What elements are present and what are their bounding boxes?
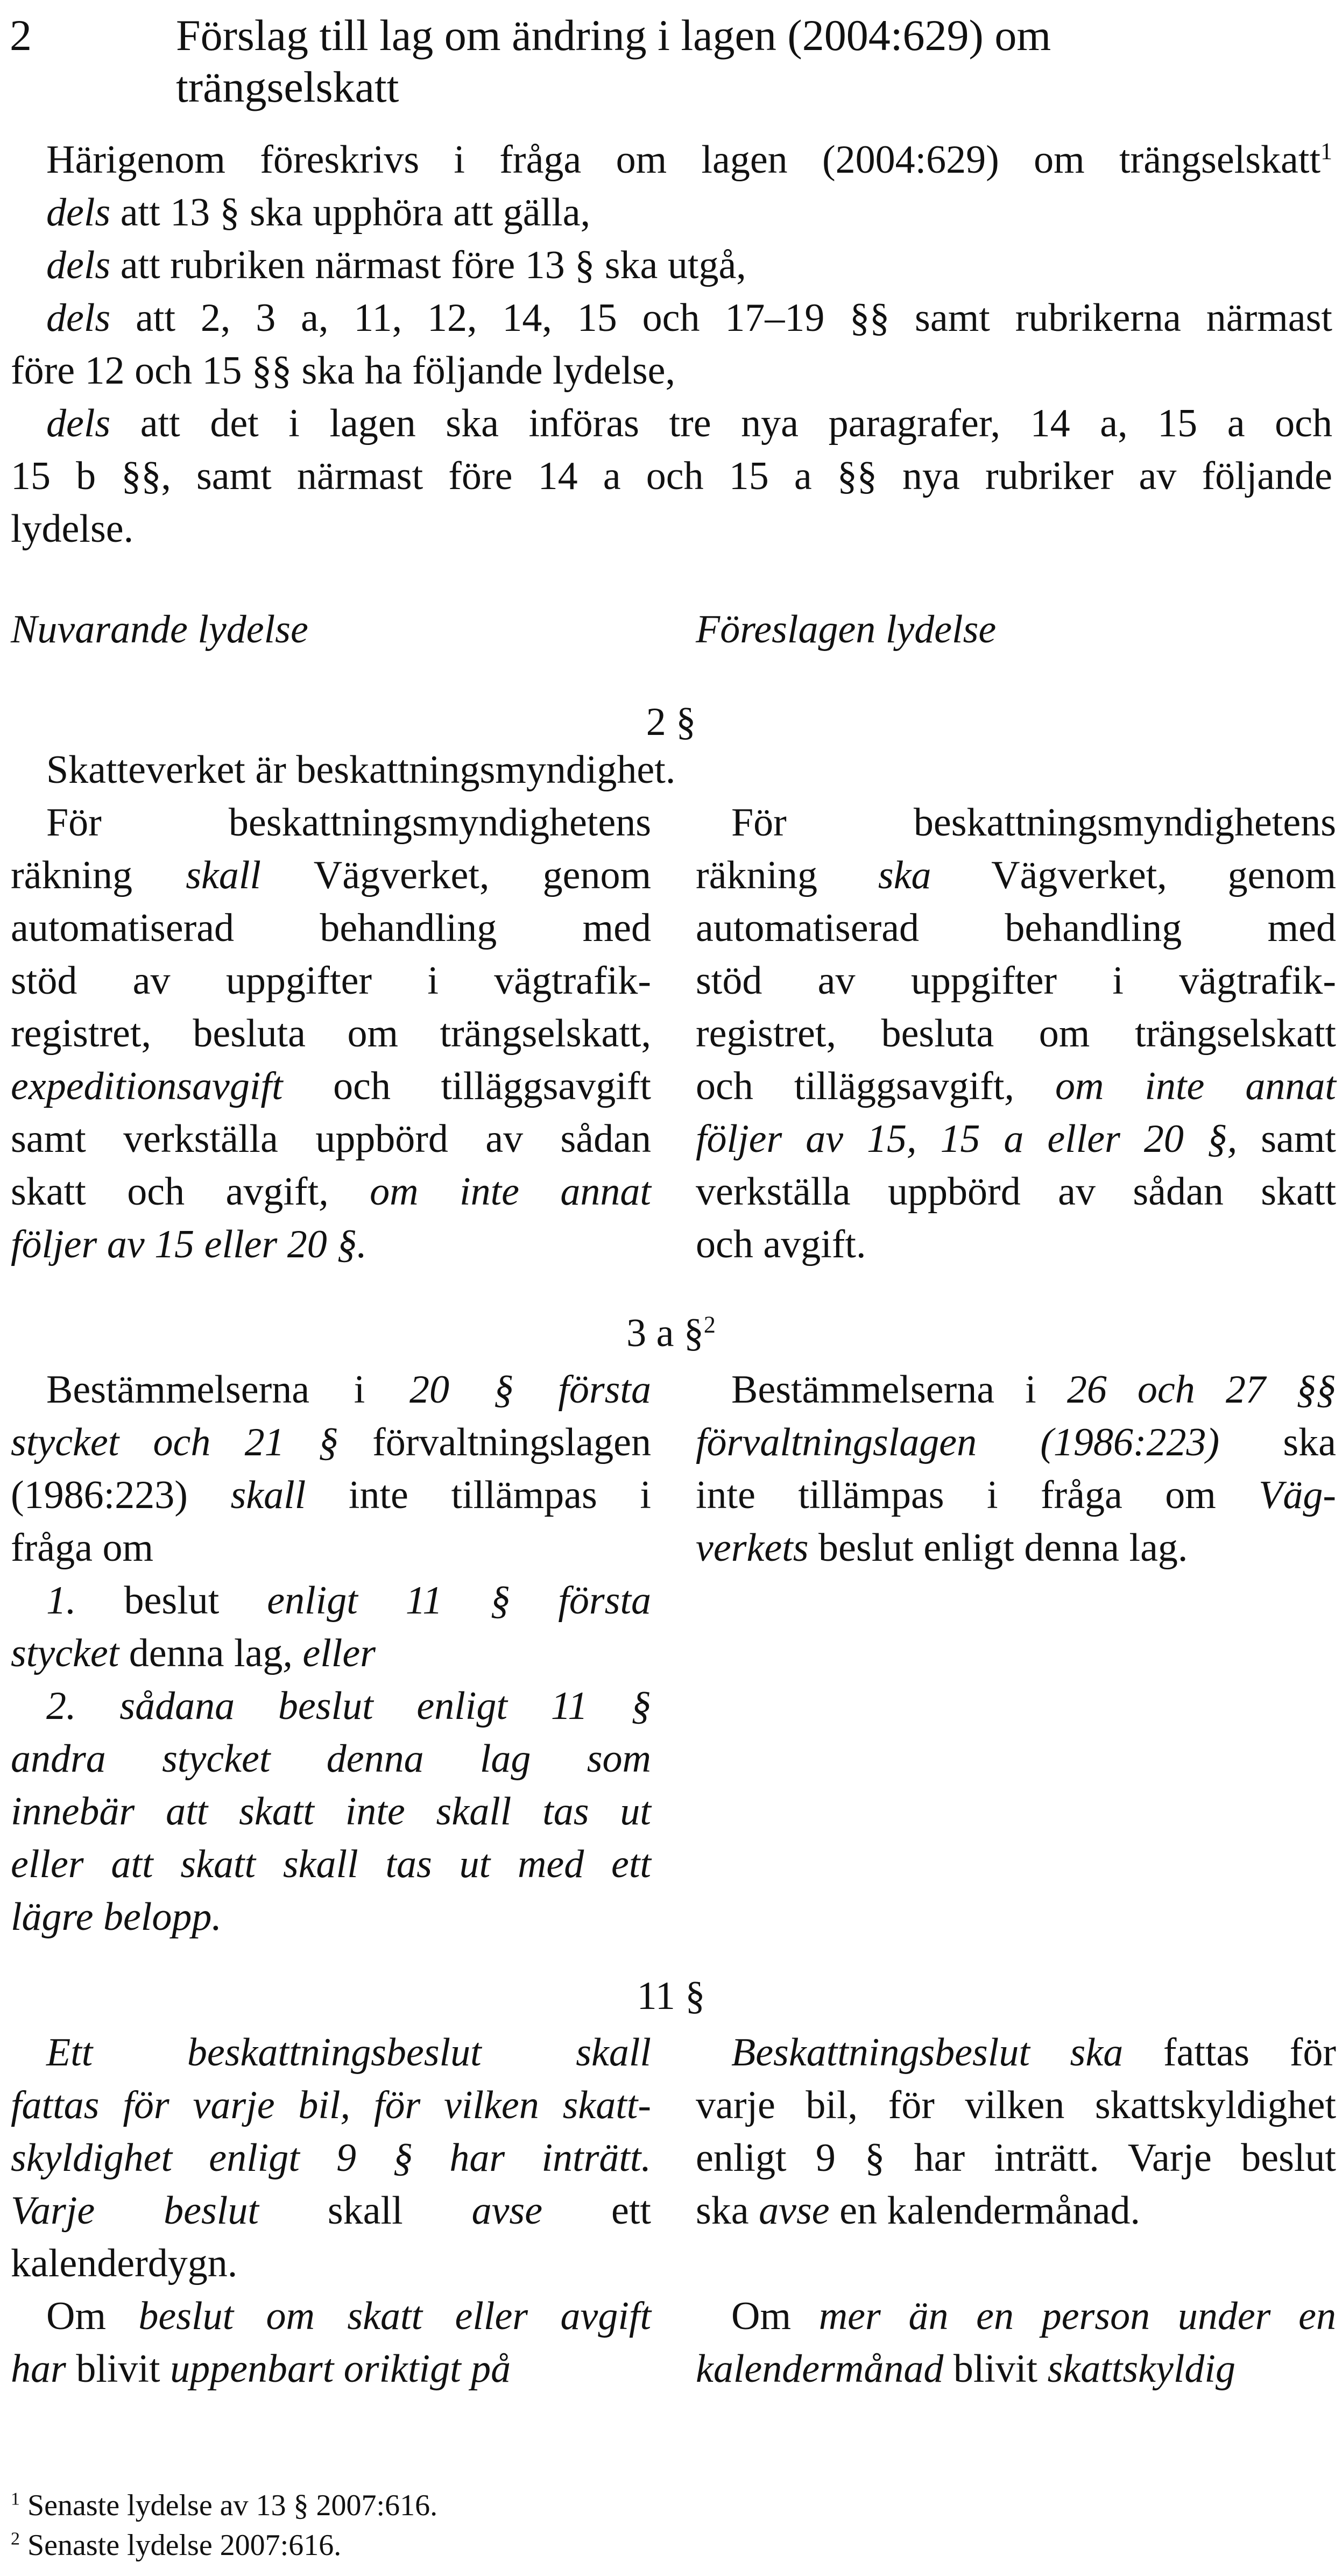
italic-text: avse — [748, 2189, 840, 2233]
intro-text: Härigenom föreskrivs i fråga om lagen (2004:629) om trängselskatt — [46, 138, 1320, 182]
italic-text: följer av 15, 15 a eller 20 §, — [696, 1117, 1238, 1161]
proposal-title — [176, 10, 1252, 113]
italic-text: expeditionsavgift — [11, 1064, 283, 1108]
footnote-mark: 2 — [11, 2529, 20, 2549]
intro-line-3 — [46, 239, 1332, 292]
italic-text: förvaltningslagen (1986:223) — [696, 1420, 1283, 1464]
plain-text: kalenderdygn. — [11, 2241, 238, 2285]
section-number: 2 — [10, 11, 32, 60]
intro-line-7: 15 b §§, samt närmast före 14 a och 15 a §§ nya rubriker av följande — [11, 454, 1332, 498]
italic-text: mer än en person under en — [818, 2294, 1337, 2338]
italic-text: skall — [186, 853, 261, 897]
plain-text: stöd av uppgifter i vägtrafik- — [696, 959, 1336, 1003]
plain-text: automatiserad behandling med — [11, 906, 651, 950]
footnote-mark: 1 — [11, 2489, 20, 2509]
plain-text: skatt och avgift — [11, 1170, 319, 1214]
text-line — [11, 1732, 651, 1785]
footnote-text: Senaste lydelse 2007:616. — [20, 2529, 342, 2562]
dels-word: dels — [46, 296, 111, 340]
text-line — [11, 1469, 651, 1521]
plain-text: Bestämmelserna i — [731, 1368, 1067, 1412]
text-line — [696, 902, 1336, 954]
intro-line-4 — [46, 292, 1332, 344]
text-line — [11, 1627, 651, 1680]
section-11-title: 11 § — [637, 1974, 705, 2018]
plain-text: och avgift. — [696, 1222, 866, 1266]
italic-text: uppenbart oriktigt på — [170, 2347, 511, 2391]
text-line — [11, 2290, 651, 2343]
plain-text: skall — [327, 2189, 403, 2233]
plain-text: varje bil, för vilken skattskyldighet — [696, 2083, 1336, 2127]
dels-word: dels — [46, 190, 111, 235]
section-2-current — [11, 796, 651, 1271]
plain-text: ska — [696, 2189, 749, 2233]
intro-text: att 13 § ska upphöra att gälla, — [110, 190, 591, 235]
text-line — [11, 954, 651, 1007]
section-11-current — [11, 2026, 651, 2395]
intro-line-1 — [46, 133, 1332, 186]
plain-text: fattas för — [1123, 2030, 1336, 2075]
text-line — [696, 954, 1336, 1007]
text-line — [696, 1165, 1336, 1218]
text-line — [11, 1007, 651, 1060]
italic-text: fattas för varje bil, för vilken skatt- — [11, 2083, 651, 2127]
plain-text: beslut enligt denna lag. — [808, 1526, 1188, 1570]
plain-text: fråga om — [11, 1526, 154, 1570]
text-line — [11, 1574, 651, 1627]
italic-text: följer av 15 eller 20 §. — [11, 1222, 367, 1266]
italic-text: , eller — [282, 1631, 376, 1675]
column-header-proposed: Föreslagen lydelse — [696, 607, 997, 652]
italic-text: skattskyldig — [1047, 2347, 1235, 2391]
text-line — [696, 2079, 1336, 2132]
text-line — [11, 1521, 651, 1574]
italic-text: beslut om skatt eller avgift — [138, 2294, 652, 2338]
section-11-proposed — [696, 2026, 1336, 2395]
plain-text: förvaltningslagen — [338, 1420, 651, 1464]
italic-text: 20 § första — [409, 1368, 651, 1412]
text-line — [696, 2237, 1336, 2290]
footnote-1 — [11, 2486, 764, 2525]
plain-text: verkställa uppbörd av sådan skatt — [696, 1170, 1336, 1214]
plain-text: denna lag — [119, 1631, 283, 1675]
plain-text: inte tillämpas i fråga om — [696, 1473, 1259, 1517]
plain-text: samt verkställa uppbörd av sådan — [11, 1117, 651, 1161]
plain-text: För beskattningsmyndighetens — [46, 801, 651, 845]
title-line-1: Förslag till lag om ändring i lagen (2004:629) om — [176, 11, 1051, 60]
text-line — [696, 1416, 1336, 1469]
plain-text: blivit — [943, 2347, 1048, 2391]
text-line — [696, 1060, 1336, 1113]
text-line — [696, 2132, 1336, 2184]
text-line — [11, 1785, 651, 1838]
section-3a-current — [11, 1363, 651, 1943]
italic-text: skall — [230, 1473, 306, 1517]
text-line — [11, 1680, 651, 1732]
text-line — [696, 1007, 1336, 1060]
text-line — [11, 1416, 651, 1469]
column-header-current: Nuvarande lydelse — [11, 607, 308, 652]
section-3a-proposed — [696, 1363, 1336, 1574]
text-line — [11, 902, 651, 954]
text-line — [696, 1469, 1336, 1521]
intro-text: att rubriken närmast före 13 § ska utgå, — [110, 243, 746, 287]
italic-text: 2. sådana beslut enligt 11 § — [46, 1684, 651, 1728]
intro-line-6 — [46, 397, 1332, 450]
plain-text: registret, besluta om trängselskatt — [696, 1011, 1336, 1056]
plain-text: räkning — [696, 853, 878, 897]
italic-text: skyldighet enligt 9 § har inträtt. — [11, 2136, 651, 2180]
text-line — [696, 2026, 1336, 2079]
text-line — [696, 2290, 1336, 2343]
section-2-title: 2 § — [646, 700, 696, 744]
plain-text: (1986:223) — [11, 1473, 231, 1517]
italic-text: , om inte annat — [319, 1170, 651, 1214]
plain-text: Vägverket, genom — [260, 853, 652, 897]
text-line — [696, 849, 1336, 902]
dels-word: dels — [46, 401, 111, 445]
plain-text: Bestämmelserna i — [46, 1368, 409, 1412]
plain-text: och tilläggsavgift — [696, 1064, 1005, 1108]
footnote-2 — [11, 2525, 764, 2565]
italic-text: andra stycket denna lag som — [11, 1737, 651, 1781]
title-line-2: trängselskatt — [176, 62, 399, 111]
text-line — [11, 849, 651, 902]
text-line — [11, 1363, 651, 1416]
text-line — [11, 1165, 651, 1218]
text-line — [696, 1113, 1336, 1165]
text-line — [11, 2184, 651, 2237]
section-2-shared-text: Skatteverket är beskattningsmyndighet. — [46, 748, 676, 792]
intro-line-5: före 12 och 15 §§ ska ha följande lydelse, — [11, 349, 676, 393]
text-line — [696, 1363, 1336, 1416]
section-2-proposed — [696, 796, 1336, 1271]
plain-text: blivit — [66, 2347, 171, 2391]
footnote-ref-2: 2 — [703, 1311, 716, 1338]
intro-paragraph — [11, 133, 1332, 555]
plain-text: och tilläggsavgift — [282, 1064, 651, 1108]
section-3a-label: 3 a § — [626, 1311, 704, 1355]
italic-text: 1. — [46, 1579, 76, 1623]
italic-text: ska — [878, 853, 931, 897]
plain-text: räkning — [11, 853, 186, 897]
plain-text: enligt 9 § har inträtt. Varje beslut — [696, 2136, 1336, 2180]
text-line — [11, 2132, 651, 2184]
plain-text: stöd av uppgifter i vägtrafik- — [11, 959, 651, 1003]
plain-text: Vägverket, genom — [931, 853, 1337, 897]
intro-text: att det i lagen ska införas tre nya paragrafer, 14 a, 15 a och — [110, 401, 1332, 445]
text-line — [11, 1113, 651, 1165]
footnote-ref-1: 1 — [1320, 138, 1332, 165]
italic-text: avse — [402, 2189, 612, 2233]
text-line — [11, 2026, 651, 2079]
text-line — [11, 2237, 651, 2290]
text-line — [696, 1521, 1336, 1574]
text-line — [696, 2343, 1336, 2395]
italic-text: Varje beslut — [11, 2189, 328, 2233]
italic-text: eller att skatt skall tas ut med ett — [11, 1842, 651, 1886]
italic-text: , om inte annat — [1004, 1064, 1336, 1108]
plain-text: För beskattningsmyndighetens — [731, 801, 1336, 845]
italic-text: stycket och 21 § — [11, 1420, 338, 1464]
text-line — [696, 1218, 1336, 1271]
text-line — [696, 796, 1336, 849]
plain-text: ska — [1283, 1420, 1336, 1464]
text-line — [11, 1891, 651, 1943]
plain-text: registret, besluta om trängselskatt, — [11, 1011, 651, 1056]
italic-text: enligt 11 § första — [267, 1579, 652, 1623]
plain-text: ett — [611, 2189, 651, 2233]
text-line — [11, 1060, 651, 1113]
intro-line-2 — [46, 186, 1332, 239]
italic-text: innebär att skatt inte skall tas ut — [11, 1789, 651, 1834]
italic-text: Ett beskattningsbeslut skall — [46, 2030, 651, 2075]
plain-text: Om — [46, 2294, 139, 2338]
plain-text: Om — [731, 2294, 819, 2338]
section-3a-title — [563, 1311, 779, 1356]
text-line — [11, 2079, 651, 2132]
footnote-text: Senaste lydelse av 13 § 2007:616. — [20, 2489, 438, 2522]
plain-text: inte tillämpas i — [306, 1473, 651, 1517]
plain-text: samt — [1237, 1117, 1336, 1161]
text-line — [11, 1838, 651, 1891]
intro-line-8: lydelse. — [11, 507, 134, 551]
dels-word: dels — [46, 243, 111, 287]
intro-text: att 2, 3 a, 11, 12, 14, 15 och 17–19 §§ samt rubrikerna närmast — [110, 296, 1332, 340]
plain-text: automatiserad behandling med — [696, 906, 1336, 950]
italic-text: lägre belopp. — [11, 1895, 222, 1939]
text-line — [11, 796, 651, 849]
italic-text: verkets — [696, 1526, 809, 1570]
italic-text: Väg- — [1259, 1473, 1336, 1517]
text-line — [11, 2343, 651, 2395]
plain-text: en kalendermånad. — [839, 2189, 1140, 2233]
plain-text: beslut — [76, 1579, 267, 1623]
italic-text: 26 och 27 §§ — [1066, 1368, 1336, 1412]
text-line — [11, 1218, 651, 1271]
italic-text: stycket — [11, 1631, 119, 1675]
italic-text: Beskattningsbeslut ska — [731, 2030, 1124, 2075]
italic-text: kalendermånad — [696, 2347, 944, 2391]
italic-text: har — [11, 2347, 66, 2391]
text-line — [696, 2184, 1336, 2237]
